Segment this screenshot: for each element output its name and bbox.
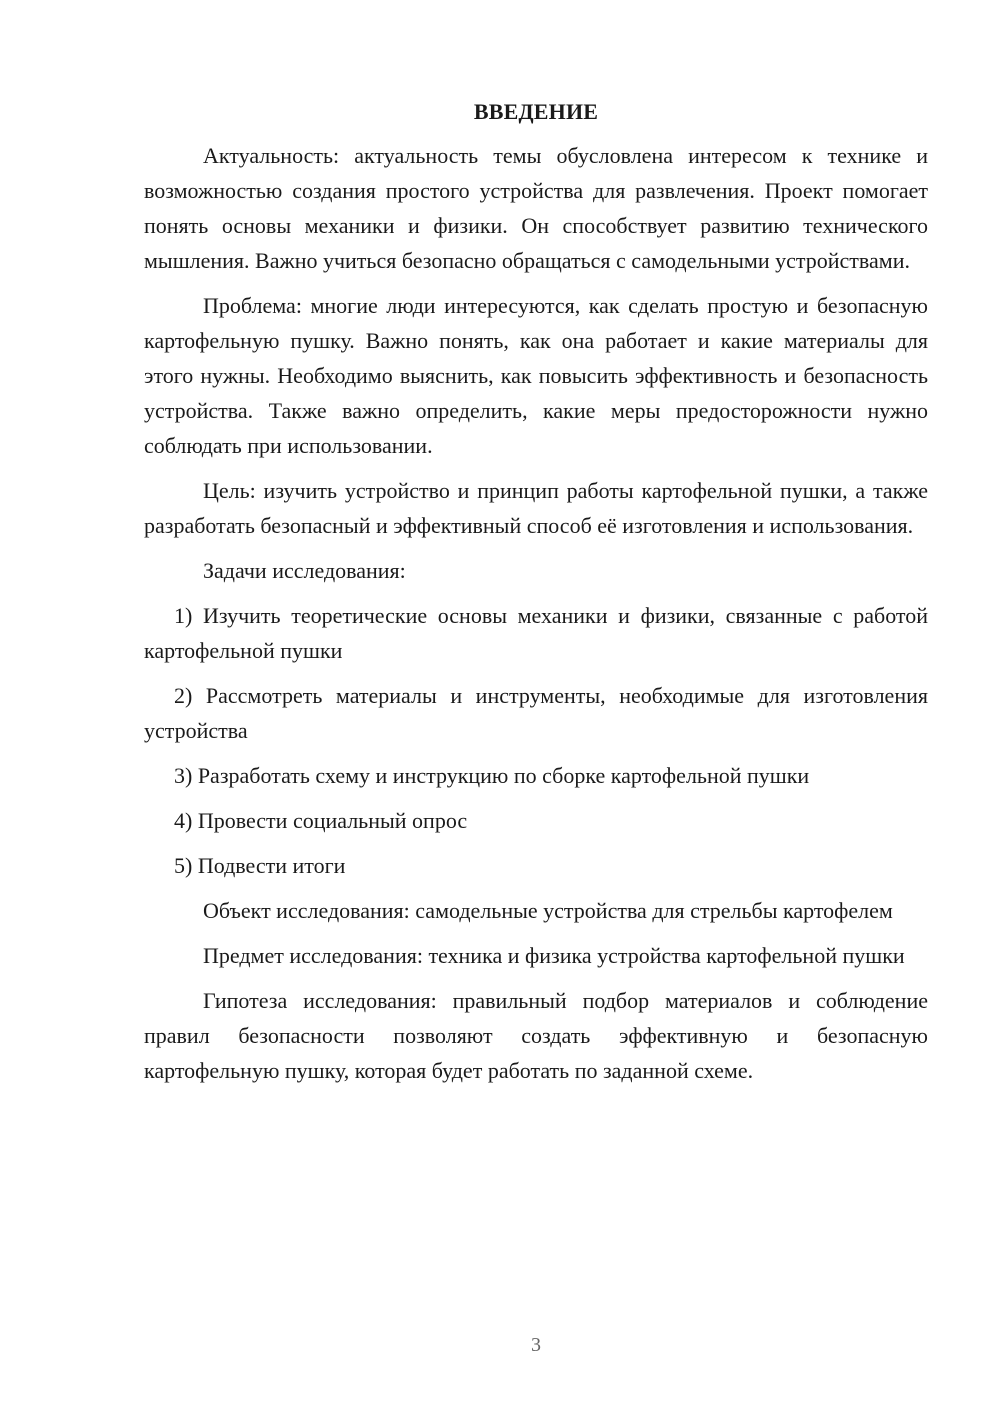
task-item: 3) Разработать схему и инструкцию по сборке картофельной пушки bbox=[174, 763, 810, 788]
task-item: 1) Изучить теоретические основы механики и физики, связанные с работой картофельной пушки bbox=[144, 603, 928, 663]
task-item: 2) Рассмотреть материалы и инструменты, необходимые для изготовления устройства bbox=[144, 683, 928, 743]
goal-paragraph: Цель: изучить устройство и принцип работы картофельной пушки, а также разработать безопасный и эффективный способ её изготовления и использования. bbox=[144, 478, 928, 538]
subject-paragraph: Предмет исследования: техника и физика устройства картофельной пушки bbox=[203, 943, 905, 968]
page-number: 3 bbox=[531, 1334, 541, 1356]
hypothesis-paragraph: Гипотеза исследования: правильный подбор материалов и соблюдение правил безопасности позволяют создать эффективную и безопасную картофельную пушку, которая будет работать по заданной схеме. bbox=[144, 988, 928, 1083]
page-content bbox=[144, 94, 928, 1098]
tasks-heading: Задачи исследования: bbox=[203, 558, 406, 583]
task-item: 4) Провести социальный опрос bbox=[174, 808, 468, 833]
relevance-paragraph: Актуальность: актуальность темы обусловлена интересом к технике и возможностью создания простого устройства для развлечения. Проект помогает понять основы механики и физики. Он способствует развитию технического мышления. Важно учиться безопасно обращаться с самодельными устройствами. bbox=[144, 143, 928, 273]
object-paragraph: Объект исследования: самодельные устройства для стрельбы картофелем bbox=[203, 898, 893, 923]
page-title: ВВЕДЕНИЕ bbox=[473, 99, 599, 124]
task-item: 5) Подвести итоги bbox=[174, 853, 346, 878]
problem-paragraph: Проблема: многие люди интересуются, как сделать простую и безопасную картофельную пушку. Важно понять, как она работает и какие материалы для этого нужны. Необходимо выяснить, как повысить эффективность и безопасность устройства. Также важно определить, какие меры предосторожности нужно соблюдать при использовании. bbox=[144, 293, 928, 458]
